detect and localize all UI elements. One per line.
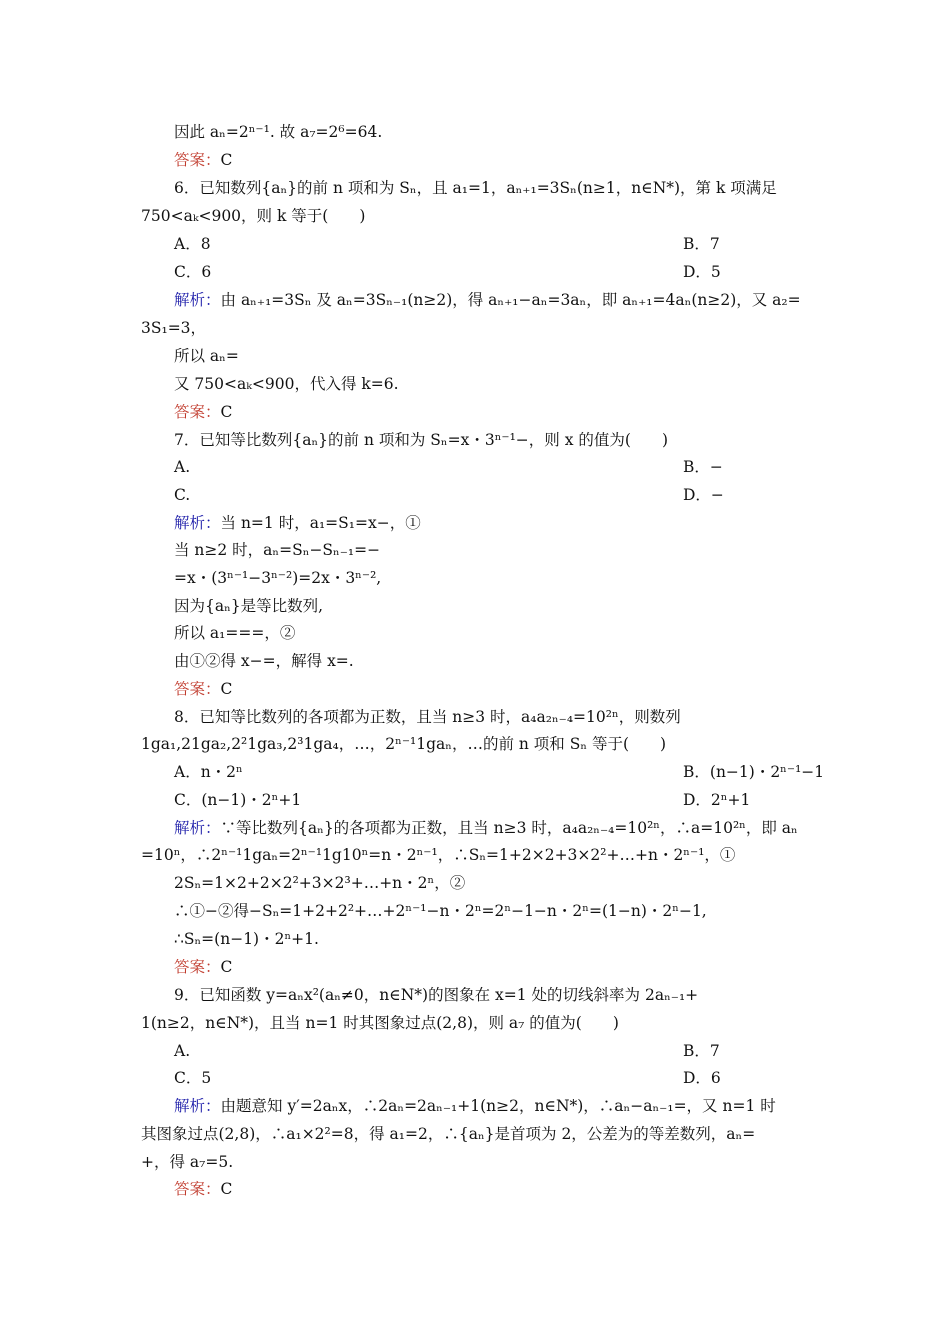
- q8-option-a: A．n・2ⁿ: [174, 763, 243, 781]
- q6-solution-text: 由 aₙ₊₁=3Sₙ 及 aₙ=3Sₙ₋₁(n≥2)，得 aₙ₊₁−aₙ=3aₙ，即 aₙ₊₁=4aₙ(n≥2)，又 a₂=: [220, 291, 801, 309]
- q9-option-a: A.: [174, 1042, 191, 1060]
- q8-option-b: B．(n−1)・2ⁿ⁻¹−1: [683, 763, 825, 781]
- q6-solution-cont: 3S₁=3，: [141, 319, 207, 337]
- q8-solution-line: [174, 817, 798, 839]
- q7-option-c: C.: [174, 486, 191, 504]
- q6-options-row-1: [174, 233, 720, 255]
- q8-solution-line-4: ∴①−②得−Sₙ=1+2+2²+…+2ⁿ⁻¹−n・2ⁿ=2ⁿ−1−n・2ⁿ=(1−n)・2ⁿ−1,: [174, 902, 707, 920]
- text-line: 因此 aₙ=2ⁿ⁻¹. 故 a₇=2⁶=64.: [174, 123, 383, 141]
- q7-solution-line: [174, 512, 421, 534]
- q8-options-row-2: [174, 789, 751, 811]
- solution-label: 解析：: [174, 291, 221, 309]
- q8-solution-text: ∵等比数列{aₙ}的各项都为正数，且当 n≥3 时，a₄a₂ₙ₋₄=10²ⁿ，∴a=10²ⁿ，即 aₙ: [220, 819, 798, 837]
- q7-solution-line-6: 由①②得 x−=，解得 x=.: [174, 652, 354, 670]
- q9-options-row-2: [174, 1067, 721, 1089]
- q9-option-d: D．6: [683, 1069, 721, 1087]
- question-9-stem-cont: 1(n≥2，n∈N*)，且当 n=1 时其图象过点(2,8)，则 a₇ 的值为( ): [141, 1014, 619, 1032]
- question-8-stem: 8．已知等比数列的各项都为正数，且当 n≥3 时，a₄a₂ₙ₋₄=10²ⁿ，则数列: [174, 708, 681, 726]
- q9-solution-text: 由题意知 y′=2aₙx，∴2aₙ=2aₙ₋₁+1(n≥2，n∈N*)，∴aₙ−aₙ₋₁=，又 n=1 时: [220, 1097, 776, 1115]
- q8-solution-cont: =10ⁿ，∴2ⁿ⁻¹1gaₙ=2ⁿ⁻¹1g10ⁿ=n・2ⁿ⁻¹，∴Sₙ=1+2×2+3×2²+…+n・2ⁿ⁻¹，①: [141, 846, 736, 864]
- q9-solution-cont: 其图象过点(2,8)，∴a₁×2²=8，得 a₁=2，∴{aₙ}是首项为 2，公差为的等差数列，aₙ=: [141, 1125, 756, 1143]
- answer-value: C: [220, 680, 233, 698]
- q6-solution-line: [174, 289, 801, 311]
- q7-option-d: D．−: [683, 486, 724, 504]
- q7-option-a: A.: [174, 458, 191, 476]
- question-6-stem: 6．已知数列{aₙ}的前 n 项和为 Sₙ，且 a₁=1，aₙ₊₁=3Sₙ(n≥1，n∈N*)，第 k 项满足: [174, 179, 777, 197]
- q7-option-b: B．−: [683, 458, 723, 476]
- q6-solution-line-4: 又 750<aₖ<900，代入得 k=6.: [174, 375, 399, 393]
- q6-options-row-2: [174, 261, 721, 283]
- q7-solution-line-4: 因为{aₙ}是等比数列,: [174, 597, 324, 615]
- q6-option-a: A．8: [174, 235, 211, 253]
- q6-option-c: C．6: [174, 263, 212, 281]
- answer-label: 答案：: [174, 958, 221, 976]
- answer-value: C: [220, 151, 233, 169]
- q7-solution-line-5: 所以 a₁===，②: [174, 624, 296, 642]
- question-7-stem: 7．已知等比数列{aₙ}的前 n 项和为 Sₙ=x・3ⁿ⁻¹−，则 x 的值为( ): [174, 431, 668, 449]
- solution-label: 解析：: [174, 514, 221, 532]
- answer-line: [174, 149, 232, 171]
- solution-label: 解析：: [174, 1097, 221, 1115]
- q9-solution-cont-2: +，得 a₇=5.: [141, 1153, 234, 1171]
- q6-option-d: D．5: [683, 263, 721, 281]
- q8-solution-line-5: ∴Sₙ=(n−1)・2ⁿ+1.: [174, 930, 319, 948]
- solution-label: 解析：: [174, 819, 221, 837]
- answer-label: 答案：: [174, 151, 221, 169]
- question-9-stem: 9．已知函数 y=aₙx²(aₙ≠0，n∈N*)的图象在 x=1 处的切线斜率为 2aₙ₋₁+: [174, 986, 699, 1004]
- q6-option-b: B．7: [683, 235, 720, 253]
- answer-line: [174, 401, 232, 423]
- question-8-stem-cont: 1ga₁,21ga₂,2²1ga₃,2³1ga₄，…，2ⁿ⁻¹1gaₙ，…的前 n 项和 Sₙ 等于( ): [141, 735, 667, 753]
- answer-line: [174, 956, 232, 978]
- answer-line: [174, 678, 232, 700]
- question-6-stem-cont: 750<aₖ<900，则 k 等于( ): [141, 207, 366, 225]
- q9-solution-line: [174, 1095, 776, 1117]
- answer-value: C: [220, 1180, 233, 1198]
- answer-value: C: [220, 403, 233, 421]
- q8-option-c: C．(n−1)・2ⁿ+1: [174, 791, 302, 809]
- q9-option-b: B．7: [683, 1042, 720, 1060]
- q9-option-c: C．5: [174, 1069, 212, 1087]
- answer-line: [174, 1178, 232, 1200]
- answer-label: 答案：: [174, 403, 221, 421]
- q8-options-row-1: [174, 761, 825, 783]
- q7-solution-line-3: =x・(3ⁿ⁻¹−3ⁿ⁻²)=2x・3ⁿ⁻²,: [174, 569, 382, 587]
- q7-options-row-1: [174, 456, 723, 478]
- q6-solution-line-3: 所以 aₙ=: [174, 347, 239, 365]
- q8-option-d: D．2ⁿ+1: [683, 791, 751, 809]
- q9-options-row-1: [174, 1040, 720, 1062]
- answer-label: 答案：: [174, 1180, 221, 1198]
- answer-label: 答案：: [174, 680, 221, 698]
- q7-solution-line-2: 当 n≥2 时，aₙ=Sₙ−Sₙ₋₁=−: [174, 541, 381, 559]
- q8-solution-line-3: 2Sₙ=1×2+2×2²+3×2³+…+n・2ⁿ，②: [174, 874, 466, 892]
- answer-value: C: [220, 958, 233, 976]
- q7-solution-text: 当 n=1 时，a₁=S₁=x−，①: [220, 514, 421, 532]
- q7-options-row-2: [174, 484, 724, 506]
